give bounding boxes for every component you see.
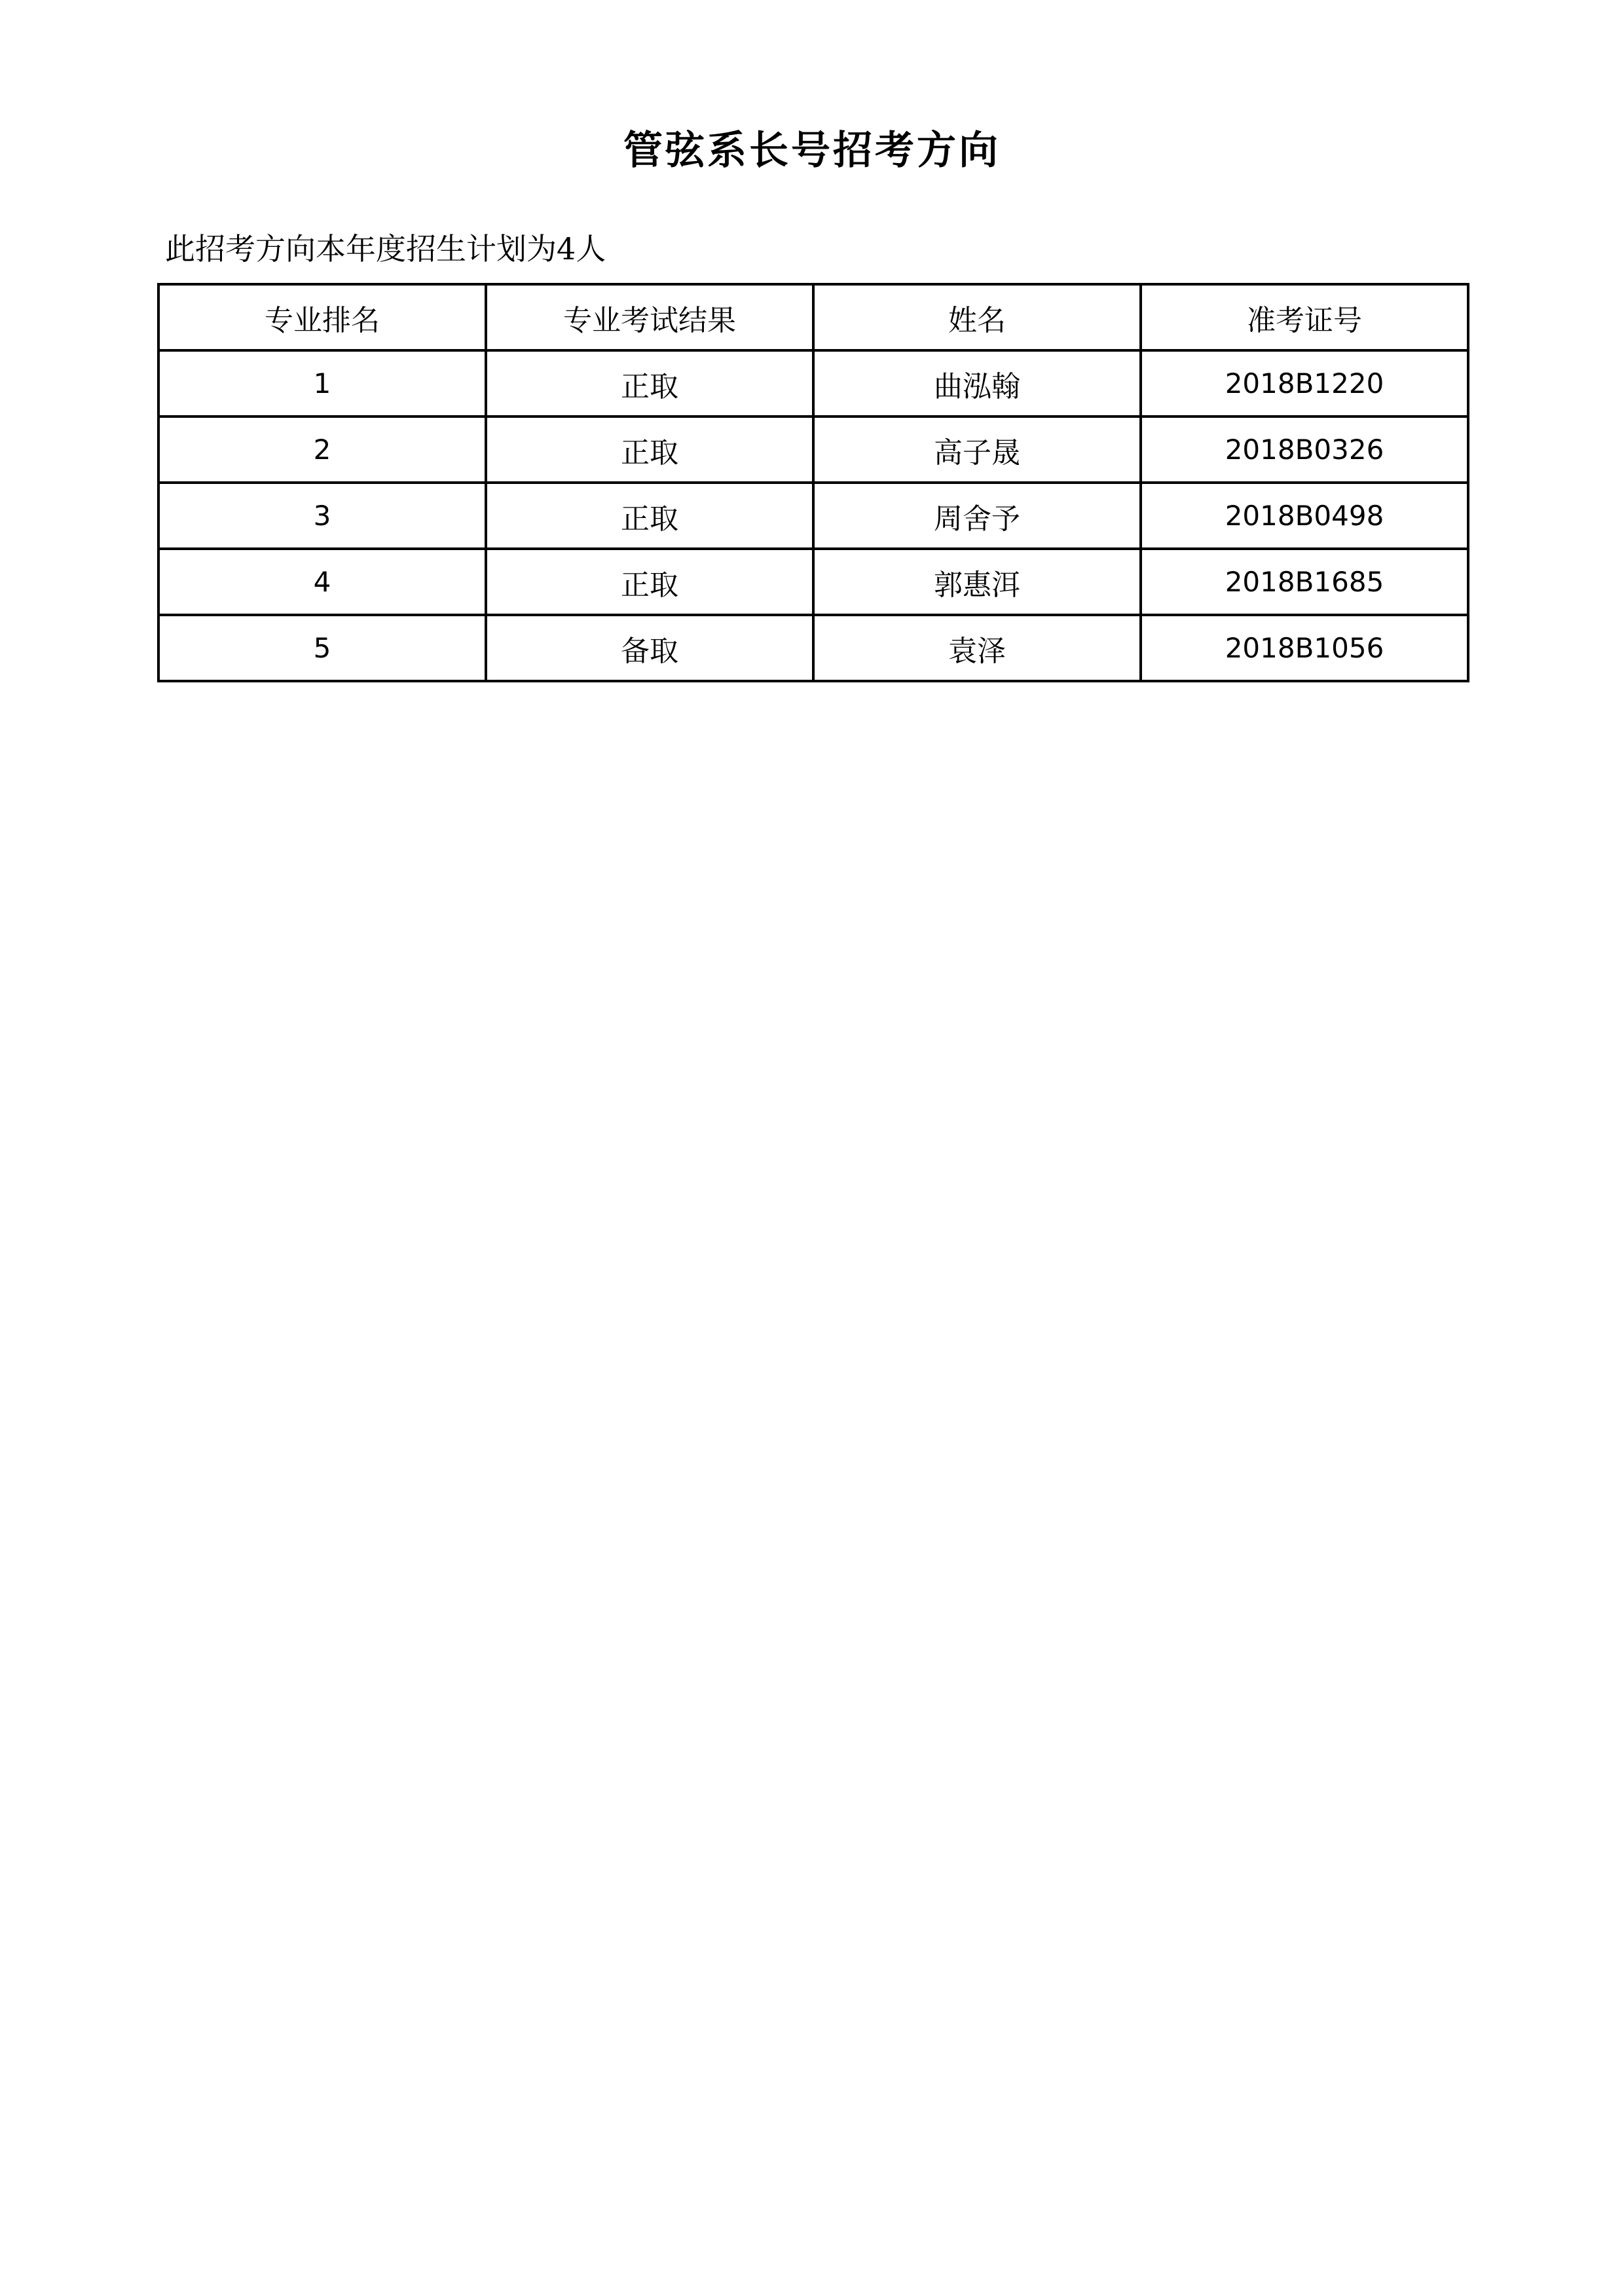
cell-rank: 2 (158, 417, 486, 483)
table-row (158, 615, 1468, 681)
cell-result: 正取 (486, 417, 813, 483)
header-ticket-number: 准考证号 (1141, 284, 1468, 350)
header-name: 姓名 (813, 284, 1141, 350)
cell-name: 高子晟 (813, 417, 1141, 483)
cell-name: 曲泓翰 (813, 350, 1141, 417)
cell-result: 正取 (486, 350, 813, 417)
header-exam-result: 专业考试结果 (486, 284, 813, 350)
cell-ticket: 2018B0498 (1141, 483, 1468, 549)
cell-name: 袁泽 (813, 615, 1141, 681)
cell-ticket: 2018B1220 (1141, 350, 1468, 417)
cell-rank: 1 (158, 350, 486, 417)
page-title: 管弦系长号招考方向 (623, 128, 1001, 174)
table-row (158, 350, 1468, 417)
admission-results-table (157, 283, 1469, 682)
table-row (158, 483, 1468, 549)
cell-rank: 3 (158, 483, 486, 549)
table-row (158, 549, 1468, 615)
cell-result: 备取 (486, 615, 813, 681)
cell-name: 郭惠洱 (813, 549, 1141, 615)
cell-ticket: 2018B0326 (1141, 417, 1468, 483)
cell-result: 正取 (486, 483, 813, 549)
table-header-row (158, 284, 1468, 350)
cell-name: 周舍予 (813, 483, 1141, 549)
cell-ticket: 2018B1056 (1141, 615, 1468, 681)
enrollment-plan-note: 此招考方向本年度招生计划为4人 (165, 231, 606, 267)
cell-rank: 5 (158, 615, 486, 681)
header-rank: 专业排名 (158, 284, 486, 350)
cell-result: 正取 (486, 549, 813, 615)
cell-rank: 4 (158, 549, 486, 615)
cell-ticket: 2018B1685 (1141, 549, 1468, 615)
table-row (158, 417, 1468, 483)
